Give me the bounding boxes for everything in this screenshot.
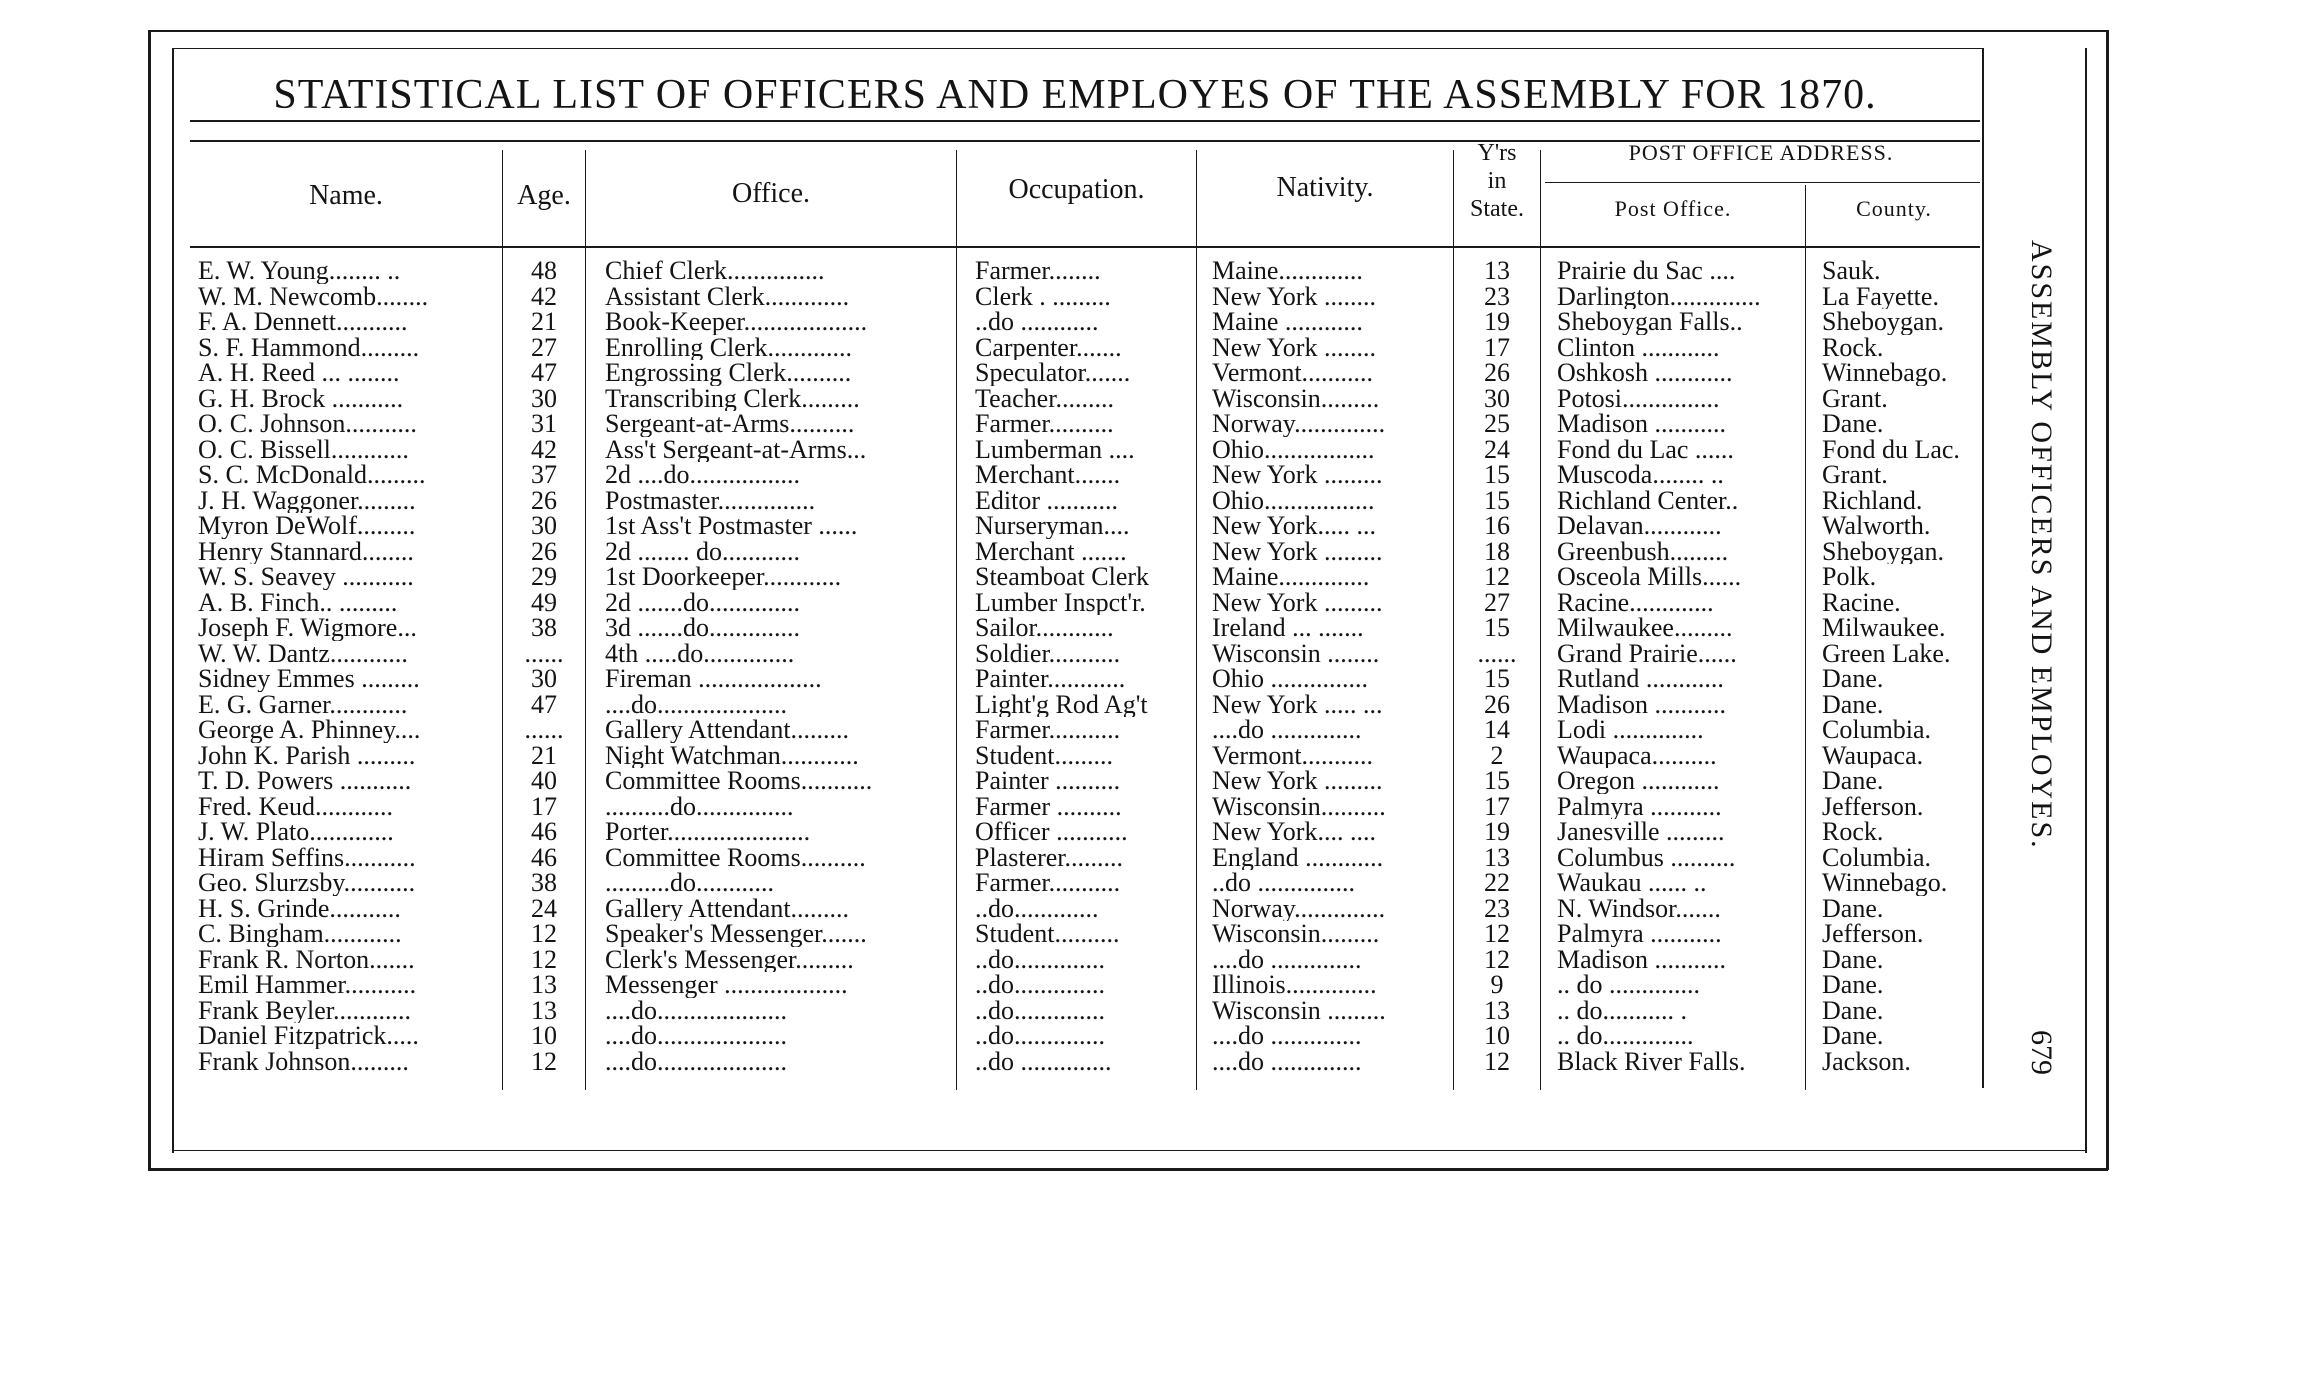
cell-name: A. B. Finch.. ......... — [198, 589, 398, 615]
cell-nativity: ..do ............... — [1212, 870, 1355, 896]
header-occupation: Occupation. — [1008, 174, 1145, 205]
cell-years: 13 — [1484, 258, 1510, 284]
cell-nativity: Wisconsin ......... — [1212, 997, 1386, 1023]
cell-county: Grant. — [1822, 385, 1888, 411]
cell-years: 15 — [1484, 615, 1510, 641]
cell-occupation: ..do.............. — [975, 972, 1105, 998]
cell-years: 27 — [1484, 589, 1510, 615]
cell-post-office: Greenbush......... — [1557, 538, 1729, 564]
cell-post-office: Columbus .......... — [1557, 844, 1736, 870]
cell-nativity: New York.... .... — [1212, 819, 1376, 845]
cell-post-office: Madison ........... — [1557, 411, 1726, 437]
cell-years: 10 — [1484, 1023, 1510, 1049]
cell-age: 12 — [531, 921, 557, 947]
cell-years: 19 — [1484, 309, 1510, 335]
cell-county: Walworth. — [1822, 513, 1931, 539]
column-divider — [585, 150, 586, 1090]
cell-nativity: New York ........ — [1212, 334, 1376, 360]
cell-name: T. D. Powers ........... — [198, 768, 412, 794]
cell-name: Hiram Seffins........... — [198, 844, 416, 870]
cell-post-office: Lodi .............. — [1557, 717, 1704, 743]
cell-name: Myron DeWolf......... — [198, 513, 416, 539]
cell-years: 26 — [1484, 360, 1510, 386]
cell-post-office: Fond du Lac ...... — [1557, 436, 1734, 462]
frame-left-inner — [172, 48, 174, 1153]
cell-county: Columbia. — [1822, 844, 1932, 870]
cell-age: 46 — [531, 844, 557, 870]
cell-post-office: Grand Prairie...... — [1557, 640, 1737, 666]
cell-occupation: Clerk . ......... — [975, 283, 1111, 309]
cell-years: 2 — [1490, 742, 1504, 768]
cell-office: Gallery Attendant......... — [605, 717, 850, 743]
cell-nativity: Maine.............. — [1212, 564, 1370, 590]
cell-county: Sheboygan. — [1822, 538, 1945, 564]
cell-county: Grant. — [1822, 462, 1888, 488]
cell-years: 17 — [1484, 793, 1510, 819]
cell-name: J. H. Waggoner......... — [198, 487, 416, 513]
cell-years: 15 — [1484, 462, 1510, 488]
frame-top-inner — [172, 48, 1982, 49]
cell-post-office: Madison ........... — [1557, 691, 1726, 717]
cell-nativity: Maine............. — [1212, 258, 1363, 284]
cell-county: Winnebago. — [1822, 360, 1948, 386]
cell-nativity: New York ......... — [1212, 589, 1383, 615]
cell-office: Postmaster............... — [605, 487, 816, 513]
frame-bottom-outer — [148, 1168, 2108, 1171]
cell-years: 19 — [1484, 819, 1510, 845]
cell-county: Rock. — [1822, 819, 1884, 845]
cell-county: Sheboygan. — [1822, 309, 1945, 335]
cell-occupation: Student.......... — [975, 921, 1120, 947]
cell-county: Richland. — [1822, 487, 1923, 513]
cell-name: Emil Hammer........... — [198, 972, 417, 998]
cell-office: Book-Keeper................... — [605, 309, 868, 335]
header-years-2: in — [1487, 168, 1507, 194]
cell-age: 21 — [531, 742, 557, 768]
cell-office: 2d .......do.............. — [605, 589, 800, 615]
cell-years: 12 — [1484, 946, 1510, 972]
cell-age: 40 — [531, 768, 557, 794]
cell-post-office: Milwaukee......... — [1557, 615, 1733, 641]
cell-nativity: England ............ — [1212, 844, 1384, 870]
cell-age: 48 — [531, 258, 557, 284]
cell-age: 47 — [531, 691, 557, 717]
cell-occupation: Farmer........... — [975, 717, 1121, 743]
cell-occupation: Sailor............ — [975, 615, 1114, 641]
cell-nativity: New York ........ — [1212, 283, 1376, 309]
header-years-3: State. — [1470, 196, 1524, 222]
cell-age: 38 — [531, 870, 557, 896]
cell-nativity: New York ......... — [1212, 538, 1383, 564]
cell-age: 12 — [531, 946, 557, 972]
cell-post-office: Waupaca.......... — [1557, 742, 1717, 768]
cell-years: 26 — [1484, 691, 1510, 717]
cell-office: 1st Doorkeeper............ — [605, 564, 842, 590]
column-divider — [956, 150, 957, 1090]
cell-office: Assistant Clerk............. — [605, 283, 850, 309]
cell-office: 2d ........ do............ — [605, 538, 800, 564]
cell-nativity: New York ......... — [1212, 462, 1383, 488]
cell-occupation: Painter............ — [975, 666, 1126, 692]
cell-nativity: Maine ............ — [1212, 309, 1363, 335]
cell-occupation: ..do.............. — [975, 997, 1105, 1023]
cell-county: Dane. — [1822, 1023, 1884, 1049]
cell-age: 30 — [531, 666, 557, 692]
cell-nativity: Vermont........... — [1212, 742, 1374, 768]
cell-office: Committee Rooms........... — [605, 768, 873, 794]
cell-office: ..........do............ — [605, 870, 774, 896]
page-number: 679 — [2025, 1030, 2058, 1075]
cell-age: 13 — [531, 972, 557, 998]
cell-nativity: Ohio................. — [1212, 487, 1375, 513]
header-age: Age. — [517, 180, 571, 211]
cell-age: 37 — [531, 462, 557, 488]
frame-top-outer — [148, 30, 2108, 32]
cell-office: 1st Ass't Postmaster ...... — [605, 513, 858, 539]
cell-county: Green Lake. — [1822, 640, 1951, 666]
post-office-header-rule — [1545, 182, 1980, 183]
cell-county: Polk. — [1822, 564, 1877, 590]
cell-occupation: Nurseryman.... — [975, 513, 1130, 539]
frame-bottom-inner — [172, 1150, 2087, 1151]
frame-right-inner — [2085, 48, 2087, 1153]
cell-years: 18 — [1484, 538, 1510, 564]
cell-occupation: Speculator....... — [975, 360, 1131, 386]
cell-post-office: Oregon ............ — [1557, 768, 1720, 794]
cell-county: Dane. — [1822, 768, 1884, 794]
cell-post-office: Richland Center.. — [1557, 487, 1739, 513]
cell-county: Dane. — [1822, 411, 1884, 437]
cell-office: 4th .....do.............. — [605, 640, 795, 666]
cell-occupation: Merchant....... — [975, 462, 1121, 488]
cell-age: 13 — [531, 997, 557, 1023]
cell-occupation: Editor ........... — [975, 487, 1118, 513]
frame-left-outer — [148, 30, 151, 1170]
header-years-1: Y'rs — [1477, 140, 1517, 166]
cell-nativity: Wisconsin ........ — [1212, 640, 1380, 666]
cell-age: 31 — [531, 411, 557, 437]
cell-occupation: Student......... — [975, 742, 1113, 768]
cell-years: 30 — [1484, 385, 1510, 411]
cell-occupation: Lumber Inspct'r. — [975, 589, 1146, 615]
cell-nativity: ....do .............. — [1212, 946, 1362, 972]
cell-name: C. Bingham............ — [198, 921, 402, 947]
cell-occupation: ..do ............ — [975, 309, 1099, 335]
cell-post-office: Rutland ............ — [1557, 666, 1724, 692]
cell-office: Clerk's Messenger......... — [605, 946, 854, 972]
cell-county: Jefferson. — [1822, 921, 1924, 947]
cell-age: ...... — [524, 640, 564, 666]
cell-occupation: ..do .............. — [975, 1048, 1112, 1074]
cell-post-office: Madison ........... — [1557, 946, 1726, 972]
cell-post-office: Osceola Mills...... — [1557, 564, 1742, 590]
cell-office: Chief Clerk............... — [605, 258, 825, 284]
cell-post-office: Waukau ...... .. — [1557, 870, 1707, 896]
cell-office: Speaker's Messenger....... — [605, 921, 867, 947]
cell-occupation: Steamboat Clerk — [975, 564, 1150, 590]
header-nativity: Nativity. — [1276, 172, 1374, 203]
cell-age: 26 — [531, 538, 557, 564]
cell-county: Dane. — [1822, 666, 1884, 692]
cell-years: 12 — [1484, 1048, 1510, 1074]
cell-years: 15 — [1484, 768, 1510, 794]
cell-name: Joseph F. Wigmore... — [198, 615, 417, 641]
cell-name: H. S. Grinde........... — [198, 895, 401, 921]
cell-office: 3d .......do.............. — [605, 615, 800, 641]
header-county: County. — [1856, 196, 1932, 221]
cell-age: 29 — [531, 564, 557, 590]
cell-office: ....do.................... — [605, 691, 787, 717]
cell-occupation: ..do.............. — [975, 946, 1105, 972]
cell-office: Transcribing Clerk......... — [605, 385, 860, 411]
cell-county: Dane. — [1822, 946, 1884, 972]
cell-post-office: Delavan............ — [1557, 513, 1722, 539]
cell-county: Rock. — [1822, 334, 1884, 360]
cell-years: 16 — [1484, 513, 1510, 539]
cell-occupation: Light'g Rod Ag't — [975, 691, 1148, 717]
cell-post-office: Sheboygan Falls.. — [1557, 309, 1743, 335]
cell-years: 12 — [1484, 921, 1510, 947]
cell-years: 23 — [1484, 895, 1510, 921]
cell-county: Jackson. — [1822, 1048, 1911, 1074]
cell-office: ....do.................... — [605, 997, 787, 1023]
cell-age: 30 — [531, 513, 557, 539]
cell-years: 22 — [1484, 870, 1510, 896]
cell-name: Geo. Slurzsby........... — [198, 870, 416, 896]
cell-office: Committee Rooms.......... — [605, 844, 866, 870]
cell-occupation: Soldier........... — [975, 640, 1121, 666]
cell-nativity: Ohio................. — [1212, 436, 1375, 462]
cell-office: ....do.................... — [605, 1048, 787, 1074]
cell-age: 12 — [531, 1048, 557, 1074]
cell-occupation: Painter .......... — [975, 768, 1121, 794]
cell-occupation: Carpenter....... — [975, 334, 1122, 360]
title-rule — [190, 120, 1980, 122]
cell-occupation: ..do............. — [975, 895, 1099, 921]
header-bottom-rule — [190, 246, 1980, 248]
cell-nativity: Norway.............. — [1212, 895, 1386, 921]
cell-years: 14 — [1484, 717, 1510, 743]
cell-occupation: Merchant ....... — [975, 538, 1127, 564]
cell-name: F. A. Dennett........... — [198, 309, 408, 335]
cell-nativity: ....do .............. — [1212, 1048, 1362, 1074]
cell-age: ...... — [524, 717, 564, 743]
cell-age: 17 — [531, 793, 557, 819]
cell-county: Fond du Lac. — [1822, 436, 1960, 462]
cell-years: 12 — [1484, 564, 1510, 590]
cell-county: Columbia. — [1822, 717, 1932, 743]
cell-nativity: Norway.............. — [1212, 411, 1386, 437]
cell-occupation: Teacher......... — [975, 385, 1114, 411]
cell-age: 30 — [531, 385, 557, 411]
cell-occupation: Farmer........ — [975, 258, 1101, 284]
cell-name: Sidney Emmes ......... — [198, 666, 420, 692]
cell-name: A. H. Reed ... ........ — [198, 360, 400, 386]
cell-age: 38 — [531, 615, 557, 641]
cell-years: 15 — [1484, 487, 1510, 513]
cell-office: Messenger ................... — [605, 972, 848, 998]
cell-name: J. W. Plato............. — [198, 819, 394, 845]
cell-office: Porter...................... — [605, 819, 811, 845]
cell-occupation: Farmer........... — [975, 870, 1121, 896]
cell-county: Racine. — [1822, 589, 1901, 615]
cell-occupation: Farmer .......... — [975, 793, 1122, 819]
cell-years: 17 — [1484, 334, 1510, 360]
cell-age: 49 — [531, 589, 557, 615]
cell-occupation: Officer ........... — [975, 819, 1128, 845]
cell-occupation: Farmer.......... — [975, 411, 1114, 437]
cell-name: George A. Phinney.... — [198, 717, 421, 743]
cell-years: 15 — [1484, 666, 1510, 692]
cell-nativity: New York..... ... — [1212, 513, 1376, 539]
cell-county: Jefferson. — [1822, 793, 1924, 819]
cell-post-office: Potosi............... — [1557, 385, 1720, 411]
cell-name: W. S. Seavey ........... — [198, 564, 414, 590]
cell-years: 9 — [1490, 972, 1504, 998]
cell-post-office: Darlington.............. — [1557, 283, 1761, 309]
cell-name: W. W. Dantz............ — [198, 640, 408, 666]
cell-name: John K. Parish ......... — [198, 742, 416, 768]
cell-name: W. M. Newcomb........ — [198, 283, 429, 309]
cell-name: E. W. Young........ .. — [198, 258, 401, 284]
cell-years: ...... — [1477, 640, 1517, 666]
cell-name: Fred. Keud............ — [198, 793, 393, 819]
cell-name: Daniel Fitzpatrick..... — [198, 1023, 419, 1049]
cell-post-office: .. do .............. — [1557, 972, 1700, 998]
cell-nativity: Wisconsin.......... — [1212, 793, 1386, 819]
cell-years: 24 — [1484, 436, 1510, 462]
cell-age: 26 — [531, 487, 557, 513]
column-divider — [1540, 150, 1541, 1090]
cell-office: Sergeant-at-Arms.......... — [605, 411, 855, 437]
cell-name: Henry Stannard........ — [198, 538, 414, 564]
page-title: STATISTICAL LIST OF OFFICERS AND EMPLOYES OF THE ASSEMBLY FOR 1870. — [273, 72, 1877, 118]
cell-post-office: Black River Falls. — [1557, 1048, 1746, 1074]
cell-years: 25 — [1484, 411, 1510, 437]
cell-post-office: Clinton ............ — [1557, 334, 1720, 360]
cell-name: E. G. Garner............ — [198, 691, 408, 717]
cell-name: Frank R. Norton....... — [198, 946, 415, 972]
cell-age: 27 — [531, 334, 557, 360]
cell-post-office: Janesville ......... — [1557, 819, 1725, 845]
cell-office: Enrolling Clerk............. — [605, 334, 852, 360]
cell-office: Ass't Sergeant-at-Arms... — [605, 436, 867, 462]
cell-post-office: Palmyra ........... — [1557, 921, 1722, 947]
cell-county: Milwaukee. — [1822, 615, 1946, 641]
cell-name: S. F. Hammond......... — [198, 334, 420, 360]
cell-nativity: Wisconsin......... — [1212, 385, 1380, 411]
cell-age: 24 — [531, 895, 557, 921]
header-post-office: Post Office. — [1614, 196, 1732, 221]
cell-age: 10 — [531, 1023, 557, 1049]
cell-county: Sauk. — [1822, 258, 1881, 284]
cell-name: G. H. Brock ........... — [198, 385, 404, 411]
cell-office: Night Watchman............ — [605, 742, 859, 768]
cell-occupation: Plasterer......... — [975, 844, 1124, 870]
cell-post-office: N. Windsor....... — [1557, 895, 1721, 921]
cell-county: Dane. — [1822, 997, 1884, 1023]
cell-name: S. C. McDonald......... — [198, 462, 426, 488]
cell-office: Gallery Attendant......... — [605, 895, 850, 921]
column-divider-side — [1982, 48, 1984, 1088]
cell-county: Dane. — [1822, 691, 1884, 717]
cell-nativity: ....do .............. — [1212, 1023, 1362, 1049]
cell-office: Fireman ................... — [605, 666, 822, 692]
cell-nativity: Vermont........... — [1212, 360, 1374, 386]
cell-office: 2d ....do................. — [605, 462, 800, 488]
cell-post-office: Muscoda........ .. — [1557, 462, 1724, 488]
cell-county: Dane. — [1822, 972, 1884, 998]
cell-post-office: Oshkosh ............ — [1557, 360, 1733, 386]
cell-post-office: Prairie du Sac .... — [1557, 258, 1736, 284]
cell-post-office: .. do........... . — [1557, 997, 1687, 1023]
cell-county: Waupaca. — [1822, 742, 1924, 768]
cell-county: La Fayette. — [1822, 283, 1939, 309]
cell-county: Winnebago. — [1822, 870, 1948, 896]
frame-right-outer — [2106, 30, 2109, 1170]
cell-nativity: New York ......... — [1212, 768, 1383, 794]
cell-age: 42 — [531, 283, 557, 309]
cell-office: ....do.................... — [605, 1023, 787, 1049]
cell-nativity: New York ..... ... — [1212, 691, 1383, 717]
cell-post-office: Palmyra ........... — [1557, 793, 1722, 819]
cell-age: 47 — [531, 360, 557, 386]
cell-nativity: Ireland ... ....... — [1212, 615, 1364, 641]
cell-name: O. C. Bissell............ — [198, 436, 409, 462]
cell-age: 42 — [531, 436, 557, 462]
cell-office: Engrossing Clerk.......... — [605, 360, 852, 386]
cell-county: Dane. — [1822, 895, 1884, 921]
cell-nativity: Illinois.............. — [1212, 972, 1377, 998]
column-divider — [1805, 185, 1806, 1090]
cell-nativity: Ohio ............... — [1212, 666, 1368, 692]
cell-name: Frank Beyler............ — [198, 997, 412, 1023]
cell-years: 23 — [1484, 283, 1510, 309]
cell-age: 46 — [531, 819, 557, 845]
header-post-office-address: POST OFFICE ADDRESS. — [1628, 140, 1894, 165]
cell-name: Frank Johnson......... — [198, 1048, 409, 1074]
cell-office: ..........do............... — [605, 793, 794, 819]
cell-post-office: Racine............. — [1557, 589, 1714, 615]
header-name: Name. — [309, 180, 383, 211]
column-divider — [1196, 150, 1197, 1090]
side-heading: ASSEMBLY OFFICERS AND EMPLOYES. — [2025, 240, 2058, 850]
cell-name: O. C. Johnson........... — [198, 411, 417, 437]
cell-post-office: .. do.............. — [1557, 1023, 1694, 1049]
header-office: Office. — [732, 178, 810, 209]
cell-years: 13 — [1484, 844, 1510, 870]
cell-occupation: ..do.............. — [975, 1023, 1105, 1049]
cell-years: 13 — [1484, 997, 1510, 1023]
cell-occupation: Lumberman .... — [975, 436, 1135, 462]
cell-nativity: ....do .............. — [1212, 717, 1362, 743]
cell-nativity: Wisconsin......... — [1212, 921, 1380, 947]
cell-age: 21 — [531, 309, 557, 335]
